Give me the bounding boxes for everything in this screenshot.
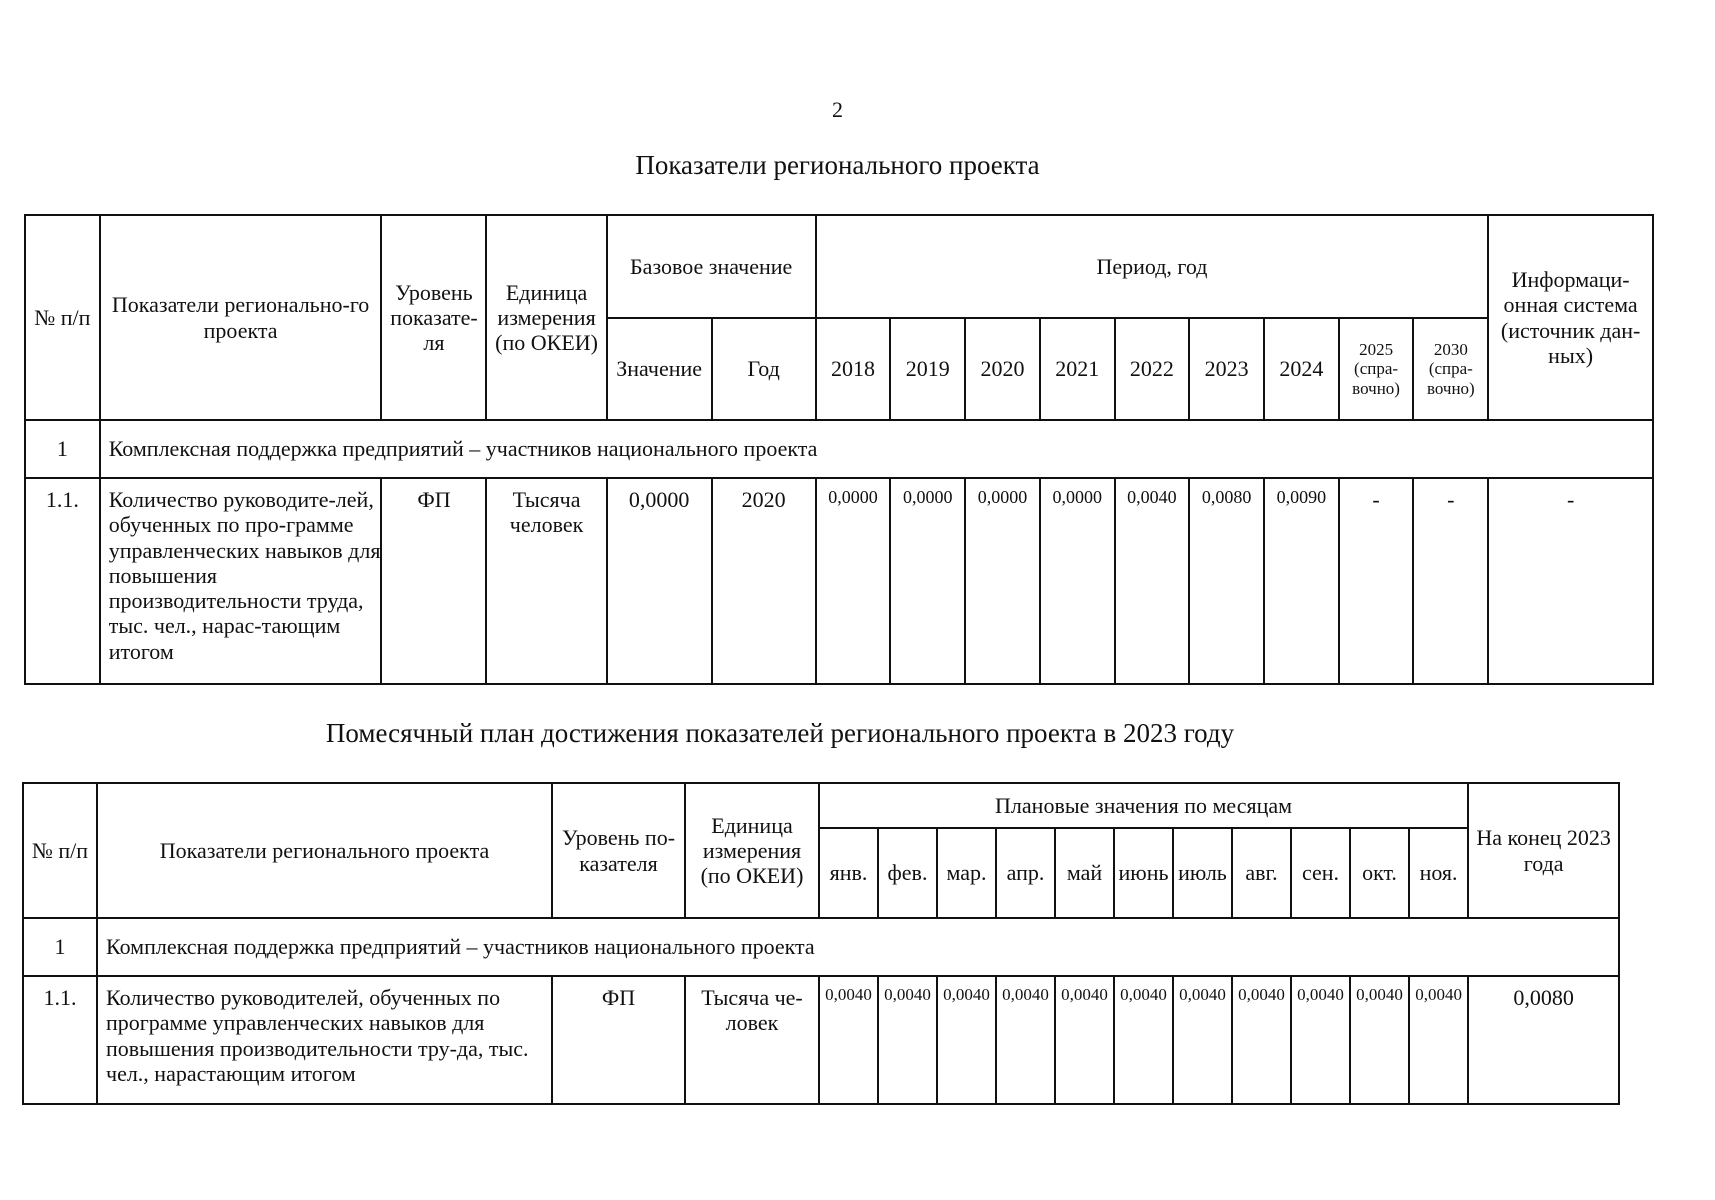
t1-row-value: 0,0040 — [1115, 478, 1190, 684]
t2-row-value: 0,0040 — [1409, 976, 1468, 1104]
t2-row-num: 1.1. — [23, 976, 97, 1104]
t2-row-value: 0,0040 — [1173, 976, 1232, 1104]
t1-row-value: - — [1413, 478, 1488, 684]
t1-header-year: 2021 — [1040, 318, 1115, 420]
t2-row-unit: Тысяча че-ловек — [685, 976, 819, 1104]
t2-header-level: Уровень по-казателя — [552, 783, 685, 918]
t2-row-value: 0,0040 — [1114, 976, 1173, 1104]
t2-header-num: № п/п — [23, 783, 97, 918]
t1-row-unit: Тысяча человек — [486, 478, 606, 684]
t2-row-value: 0,0040 — [1291, 976, 1350, 1104]
t2-section-label: Комплексная поддержка предприятий – участников национального проекта — [97, 918, 1619, 976]
t1-header-year: 2025 (спра-вочно) — [1339, 318, 1414, 420]
t2-section-num: 1 — [23, 918, 97, 976]
t1-header-year: 2030 (спра-вочно) — [1413, 318, 1488, 420]
t2-row-value: 0,0040 — [878, 976, 937, 1104]
t2-header-month: май — [1055, 828, 1114, 918]
t2-header-month: янв. — [819, 828, 878, 918]
t1-header-year: 2020 — [965, 318, 1040, 420]
t1-row-level: ФП — [381, 478, 486, 684]
t1-row-value: 0,0000 — [1040, 478, 1115, 684]
t1-row-indicator: Количество руководите-лей, обученных по про-грамме управленческих навыков для повышения производительности труда, тыс. чел., нарас-тающим итогом — [100, 478, 382, 684]
t2-row-end: 0,0080 — [1468, 976, 1619, 1104]
t1-row-value: 0,0000 — [965, 478, 1040, 684]
t1-row-value: 0,0090 — [1264, 478, 1339, 684]
t2-header-month: авг. — [1232, 828, 1291, 918]
t1-row-base-year: 2020 — [712, 478, 816, 684]
t2-header-month: фев. — [878, 828, 937, 918]
t2-header-month: окт. — [1350, 828, 1409, 918]
t2-header-month: апр. — [996, 828, 1055, 918]
t1-header-year: 2019 — [890, 318, 965, 420]
t1-header-unit: Единица измерения (по ОКЕИ) — [486, 215, 606, 420]
t1-header-year: 2024 — [1264, 318, 1339, 420]
t2-header-month: сен. — [1291, 828, 1350, 918]
t1-header-year: 2018 — [816, 318, 891, 420]
t1-header-period: Период, год — [816, 215, 1489, 318]
indicators-table — [24, 214, 1654, 685]
monthly-plan-table — [22, 782, 1620, 1105]
t1-section-num: 1 — [25, 420, 100, 478]
t1-row-value: 0,0080 — [1189, 478, 1264, 684]
t2-row-indicator: Количество руководителей, обученных по программе управленческих навыков для повышения производительности тру-да, тыс. чел., нарастающим итогом — [97, 976, 552, 1104]
t2-header-month: июнь — [1114, 828, 1173, 918]
t2-row-value: 0,0040 — [1350, 976, 1409, 1104]
t1-row-value: - — [1339, 478, 1414, 684]
t1-header-level: Уровень показате-ля — [381, 215, 486, 420]
t2-row-value: 0,0040 — [1055, 976, 1114, 1104]
page-number: 2 — [832, 97, 843, 122]
t2-row-value: 0,0040 — [819, 976, 878, 1104]
t2-row-value: 0,0040 — [1232, 976, 1291, 1104]
t2-header-month: июль — [1173, 828, 1232, 918]
t1-header-year: 2022 — [1115, 318, 1190, 420]
t1-row-num: 1.1. — [25, 478, 100, 684]
t2-row-value: 0,0040 — [996, 976, 1055, 1104]
t1-header-base-year: Год — [712, 318, 816, 420]
t1-row-base-value: 0,0000 — [607, 478, 712, 684]
t1-header-base: Базовое значение — [607, 215, 816, 318]
t1-row-value: 0,0000 — [816, 478, 891, 684]
t2-header-month: мар. — [937, 828, 996, 918]
t1-header-base-value: Значение — [607, 318, 712, 420]
table1-title: Показатели регионального проекта — [635, 150, 1040, 180]
t1-row-info: - — [1488, 478, 1653, 684]
t2-header-unit: Единица измерения (по ОКЕИ) — [685, 783, 819, 918]
table2-title: Помесячный план достижения показателей регионального проекта в 2023 году — [325, 718, 1235, 748]
t2-row-level: ФП — [552, 976, 685, 1104]
t2-header-indicator: Показатели регионального проекта — [97, 783, 552, 918]
t1-row-value: 0,0000 — [890, 478, 965, 684]
t2-row-value: 0,0040 — [937, 976, 996, 1104]
t1-header-indicator: Показатели регионально-го проекта — [100, 215, 382, 420]
t1-header-num: № п/п — [25, 215, 100, 420]
t1-section-label: Комплексная поддержка предприятий – участников национального проекта — [100, 420, 1653, 478]
t2-header-end: На конец 2023 года — [1468, 783, 1619, 918]
t1-header-year: 2023 — [1189, 318, 1264, 420]
t2-header-month: ноя. — [1409, 828, 1468, 918]
t2-header-planned: Плановые значения по месяцам — [819, 783, 1468, 828]
t1-header-info: Информаци-онная система (источник дан-ных) — [1488, 215, 1653, 420]
